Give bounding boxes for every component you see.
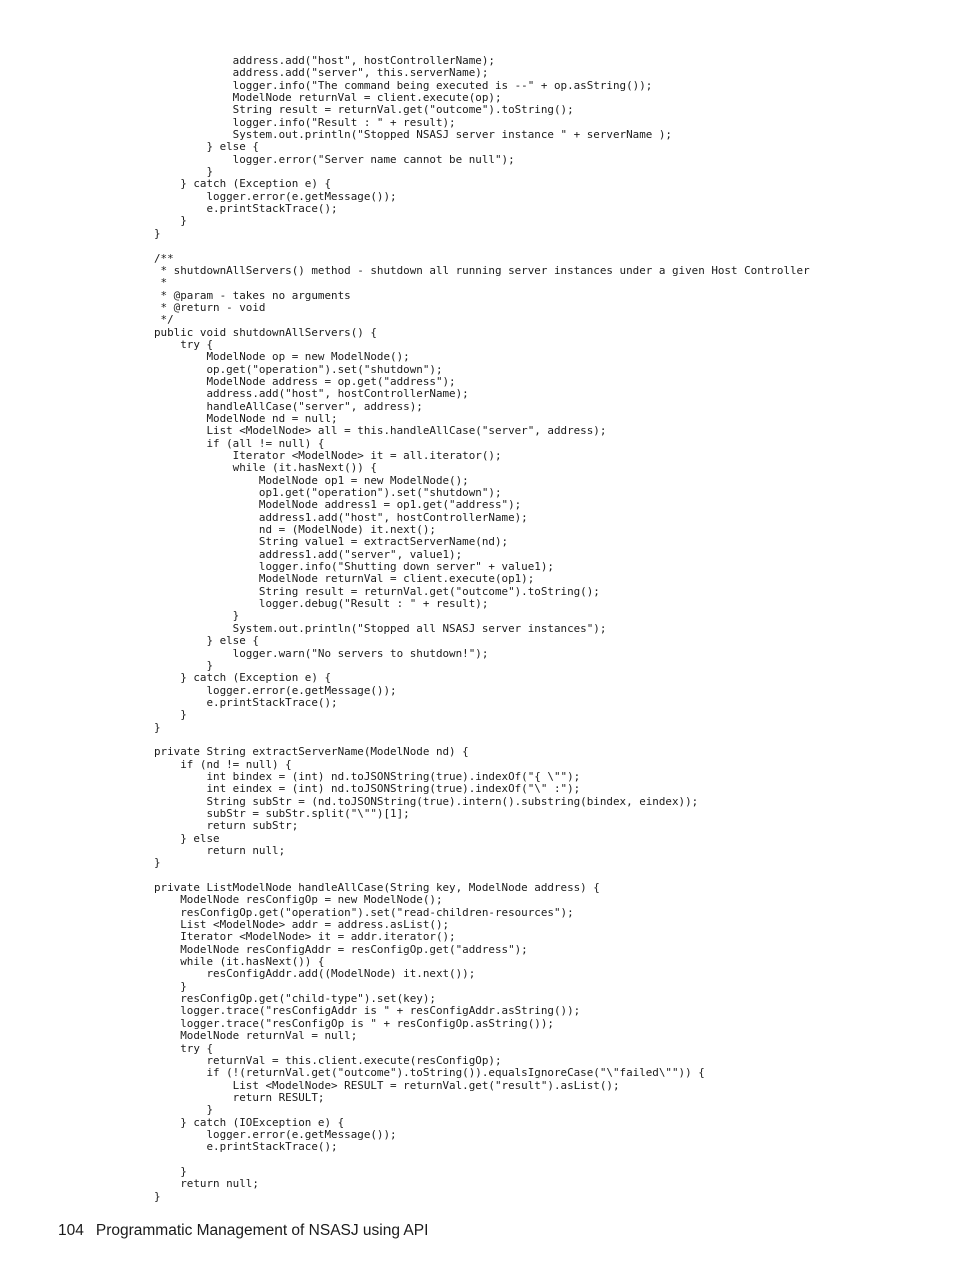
code-line: String value1 = extractServerName(nd); xyxy=(154,535,509,549)
code-line: ModelNode nd = null; xyxy=(154,411,338,425)
code-line: } xyxy=(154,214,187,228)
code-line: logger.error("Server name cannot be null"); xyxy=(154,152,515,166)
code-line: List <ModelNode> RESULT = returnVal.get("result").asList(); xyxy=(154,1078,620,1092)
code-line: address1.add("server", value1); xyxy=(154,547,463,561)
code-line: subStr = subStr.split("\"")[1]; xyxy=(154,806,410,820)
code-line: while (it.hasNext()) { xyxy=(154,955,325,969)
code-line: e.printStackTrace(); xyxy=(154,202,338,216)
code-line: List <ModelNode> all = this.handleAllCase("server", address); xyxy=(154,424,607,438)
code-line: } else xyxy=(154,831,220,845)
code-line: } else { xyxy=(154,634,259,648)
code-line: } xyxy=(154,720,161,734)
code-line: private String extractServerName(ModelNode nd) { xyxy=(154,745,469,759)
code-line: resConfigOp.get("operation").set("read-children-resources"); xyxy=(154,905,574,919)
code-line: if (all != null) { xyxy=(154,436,325,450)
code-line: if (!(returnVal.get("outcome").toString()).equalsIgnoreCase("\"failed\"")) { xyxy=(154,1066,705,1080)
code-line: logger.trace("resConfigAddr is " + resConfigAddr.asString()); xyxy=(154,1004,581,1018)
code-line: logger.info("Result : " + result); xyxy=(154,115,456,129)
code-line: ModelNode address1 = op1.get("address"); xyxy=(154,498,522,512)
code-line: try { xyxy=(154,337,214,351)
code-line: System.out.println("Stopped all NSASJ server instances"); xyxy=(154,621,607,635)
code-line: address.add("host", hostControllerName); xyxy=(154,387,469,401)
code-line: return RESULT; xyxy=(154,1090,325,1104)
footer-title: Programmatic Management of NSASJ using API xyxy=(95,1222,429,1239)
code-line: Iterator <ModelNode> it = all.iterator(); xyxy=(154,449,502,462)
code-line: return subStr; xyxy=(154,819,299,833)
code-line: address.add("host", hostControllerName); xyxy=(154,54,495,67)
code-line: handleAllCase("server", address); xyxy=(154,399,423,413)
code-line: String result = returnVal.get("outcome").toString(); xyxy=(154,103,574,117)
code-line: address1.add("host", hostControllerName); xyxy=(154,510,528,524)
code-line: public void shutdownAllServers() { xyxy=(154,325,377,339)
code-line: } xyxy=(154,609,240,623)
code-line: } xyxy=(154,708,187,722)
code-line: } xyxy=(154,658,214,672)
code-line: * xyxy=(154,276,168,290)
code-line: } catch (IOException e) { xyxy=(154,1115,345,1129)
code-line: resConfigAddr.add((ModelNode) it.next()); xyxy=(154,967,476,981)
code-line: Iterator <ModelNode> it = addr.iterator(); xyxy=(154,930,456,944)
code-line: logger.error(e.getMessage()); xyxy=(154,189,397,203)
code-line: } xyxy=(154,165,214,179)
code-line xyxy=(154,1154,810,1166)
code-line: return null; xyxy=(154,844,286,857)
code-line: while (it.hasNext()) { xyxy=(154,461,377,475)
code-line: op.get("operation").set("shutdown"); xyxy=(154,362,443,376)
code-line: ModelNode resConfigOp = new ModelNode(); xyxy=(154,893,443,907)
code-line xyxy=(154,240,810,252)
code-line: logger.trace("resConfigOp is " + resConfigOp.asString()); xyxy=(154,1016,554,1030)
code-line: } catch (Exception e) { xyxy=(154,177,332,191)
code-line: } catch (Exception e) { xyxy=(154,671,332,685)
page-footer xyxy=(58,1222,428,1240)
code-line: ModelNode op1 = new ModelNode(); xyxy=(154,473,469,487)
code-line: * @param - takes no arguments xyxy=(154,288,351,302)
code-line: } xyxy=(154,1189,161,1203)
code-line: */ xyxy=(154,313,174,327)
code-line: } xyxy=(154,226,161,240)
code-line: private ListModelNode handleAllCase(String key, ModelNode address) { xyxy=(154,881,600,895)
code-line: String subStr = (nd.toJSONString(true).intern().substring(bindex, eindex)); xyxy=(154,794,699,808)
code-line: logger.warn("No servers to shutdown!"); xyxy=(154,646,489,660)
code-line: logger.error(e.getMessage()); xyxy=(154,683,397,697)
code-line: * shutdownAllServers() method - shutdown all running server instances under a given Host Controller xyxy=(154,263,810,277)
code-listing xyxy=(154,55,810,1203)
code-line: logger.debug("Result : " + result); xyxy=(154,597,489,611)
code-line: * @return - void xyxy=(154,300,266,314)
page-number: 104 xyxy=(58,1222,84,1239)
code-line: ModelNode op = new ModelNode(); xyxy=(154,350,410,364)
code-line: } else { xyxy=(154,140,259,154)
code-line: /** xyxy=(154,251,174,265)
code-line: return null; xyxy=(154,1177,259,1191)
code-line: if (nd != null) { xyxy=(154,757,292,771)
code-line: } xyxy=(154,856,161,870)
code-line: System.out.println("Stopped NSASJ server instance " + serverName ); xyxy=(154,128,672,142)
code-line: ModelNode returnVal = client.execute(op1); xyxy=(154,572,535,586)
code-line: logger.error(e.getMessage()); xyxy=(154,1127,397,1141)
code-line: logger.info("The command being executed is --" + op.asString()); xyxy=(154,78,653,92)
code-line: nd = (ModelNode) it.next(); xyxy=(154,523,436,537)
code-line: address.add("server", this.serverName); xyxy=(154,66,489,80)
code-line: ModelNode returnVal = null; xyxy=(154,1029,358,1043)
code-line: } xyxy=(154,979,187,993)
code-line: } xyxy=(154,1164,187,1178)
code-line: int eindex = (int) nd.toJSONString(true).indexOf("\" :"); xyxy=(154,782,581,796)
code-line: ModelNode address = op.get("address"); xyxy=(154,374,456,388)
code-line: e.printStackTrace(); xyxy=(154,695,338,709)
code-line: try { xyxy=(154,1041,214,1055)
code-line: resConfigOp.get("child-type").set(key); xyxy=(154,992,436,1006)
code-line: e.printStackTrace(); xyxy=(154,1140,338,1154)
code-line: ModelNode returnVal = client.execute(op); xyxy=(154,91,502,105)
code-line: op1.get("operation").set("shutdown"); xyxy=(154,486,502,500)
code-line: } xyxy=(154,1103,214,1117)
code-line: ModelNode resConfigAddr = resConfigOp.get("address"); xyxy=(154,942,528,956)
code-line: returnVal = this.client.execute(resConfigOp); xyxy=(154,1053,502,1067)
code-line: logger.info("Shutting down server" + value1); xyxy=(154,560,554,574)
code-line: List <ModelNode> addr = address.asList(); xyxy=(154,918,450,932)
code-line: String result = returnVal.get("outcome").toString(); xyxy=(154,584,600,598)
code-line: int bindex = (int) nd.toJSONString(true).indexOf("{ \""); xyxy=(154,769,581,783)
